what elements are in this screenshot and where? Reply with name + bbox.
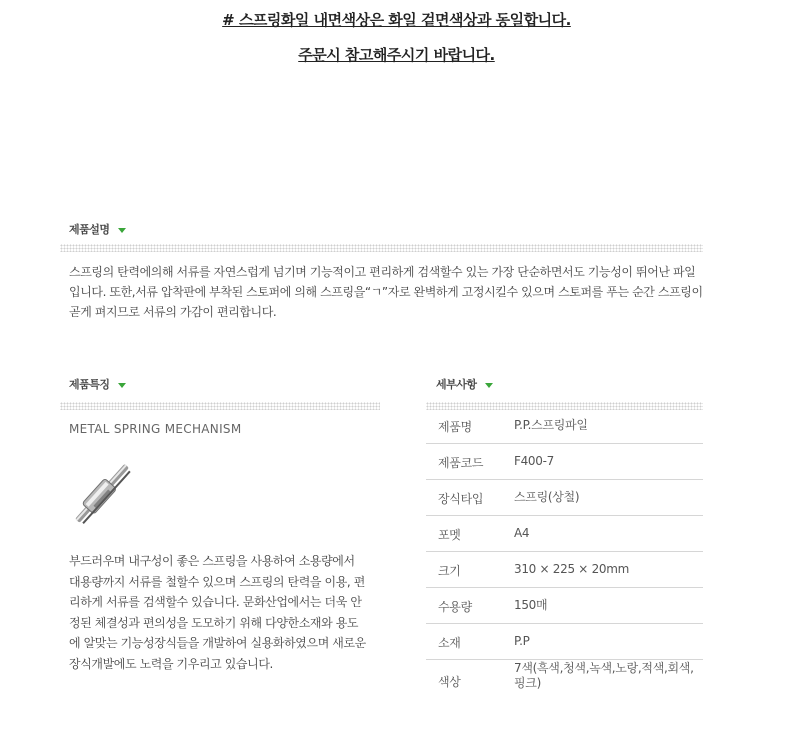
row-value: P.P xyxy=(514,634,530,648)
row-value: P.P.스프링파일 xyxy=(514,418,588,432)
table-row xyxy=(426,588,703,624)
triangle-down-icon xyxy=(485,383,493,388)
notice-line-1: # 스프링화일 내면색상은 화일 겉면색상과 동일합니다. xyxy=(222,11,571,29)
features-dotted-divider xyxy=(60,402,380,410)
description-title-label: 제품설명 xyxy=(69,223,110,236)
row-label: 장식타입 xyxy=(438,492,484,506)
features-text: 부드러우며 내구성이 좋은 스프링을 사용하여 소용량에서 대용량까지 서류를 철할수 있으며 스프링의 탄력을 이용, 편리하게 서류를 검색할수 있습니다. 문화산업에서는 더욱 안정된 체결성과 편의성을 도모하기 위해 다양한소재와 용도에 알맞는 기능성장식들을 개발하여 실용화하였으며 새로운 장식개발에도 노력을 기우리고 있습니다. xyxy=(69,554,366,671)
row-value: A4 xyxy=(514,526,530,540)
table-row xyxy=(426,516,703,552)
row-value: 7색(흑색,청색,녹색,노랑,적색,회색,핑크) xyxy=(514,661,694,690)
table-row xyxy=(426,552,703,588)
row-label: 색상 xyxy=(438,675,461,689)
table-row xyxy=(426,408,703,444)
description-dotted-divider xyxy=(60,244,703,252)
row-value: 스프링(상철) xyxy=(514,490,580,504)
details-title-label: 세부사항 xyxy=(436,378,477,391)
row-label: 소재 xyxy=(438,636,461,650)
row-value: F400-7 xyxy=(514,454,554,468)
details-table xyxy=(426,408,703,700)
row-label: 수용량 xyxy=(438,600,472,614)
spring-mechanism-image xyxy=(66,460,144,532)
notice-line-2: 주문시 참고해주시기 바랍니다. xyxy=(298,46,495,64)
features-section-title xyxy=(69,376,126,392)
row-label: 제품코드 xyxy=(438,456,484,470)
description-text: 스프링의 탄력에의해 서류를 자연스럽게 넘기며 기능적이고 편리하게 검색할수 있는 가장 단순하면서도 기능성이 뛰어난 파일입니다. 또한,서류 압착판에 부착된 스토퍼에 의해 스프링을“ㄱ”자로 완벽하게 고정시킬수 있으며 스토퍼를 푸는 순간 스프링이 곧게 펴지므로 서류의 가감이 편리합니다. xyxy=(69,265,703,319)
row-value: 310 × 225 × 20mm xyxy=(514,562,630,576)
features-title-label: 제품특징 xyxy=(69,378,110,391)
table-row xyxy=(426,624,703,660)
details-section-title xyxy=(436,376,493,392)
row-label: 크기 xyxy=(438,564,461,578)
row-label: 제품명 xyxy=(438,420,472,434)
table-row xyxy=(426,480,703,516)
table-row xyxy=(426,660,703,700)
description-section-title xyxy=(69,221,126,237)
triangle-down-icon xyxy=(118,383,126,388)
row-value: 150매 xyxy=(514,598,548,612)
table-row xyxy=(426,444,703,480)
row-label: 포멧 xyxy=(438,528,461,542)
mechanism-title: METAL SPRING MECHANISM xyxy=(69,422,242,436)
triangle-down-icon xyxy=(118,228,126,233)
